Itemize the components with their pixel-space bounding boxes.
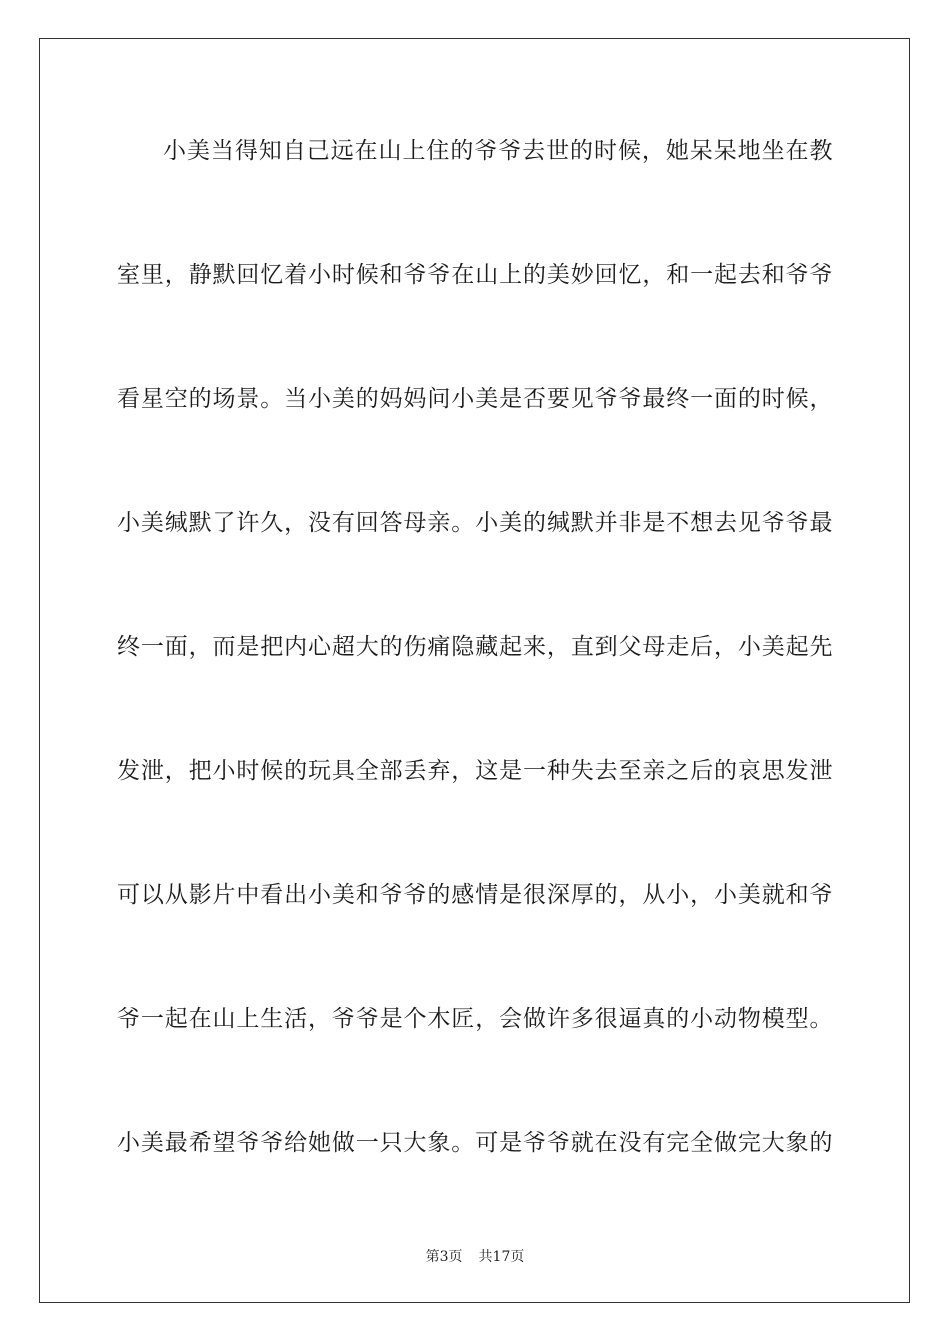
page-total: 共17页 bbox=[478, 1249, 525, 1265]
paragraph-line: 小美当得知自己远在山上住的爷爷去世的时候，她呆呆地坐在教 bbox=[163, 138, 833, 164]
paragraph-line: 可以从影片中看出小美和爷爷的感情是很深厚的，从小，小美就和爷 bbox=[117, 882, 833, 908]
paragraph-line: 发泄，把小时候的玩具全部丢弃，这是一种失去至亲之后的哀思发泄 bbox=[117, 758, 833, 784]
paragraph-line: 小美最希望爷爷给她做一只大象。可是爷爷就在没有完全做完大象的 bbox=[117, 1130, 833, 1156]
paragraph-line: 小美缄默了许久，没有回答母亲。小美的缄默并非是不想去见爷爷最 bbox=[117, 510, 833, 536]
paragraph-line: 爷一起在山上生活，爷爷是个木匠，会做许多很逼真的小动物模型。 bbox=[117, 1006, 833, 1032]
page-number: 第3页 bbox=[425, 1249, 463, 1265]
paragraph-line: 看星空的场景。当小美的妈妈问小美是否要见爷爷最终一面的时候， bbox=[117, 386, 833, 412]
paragraph-line: 室里，静默回忆着小时候和爷爷在山上的美妙回忆，和一起去和爷爷 bbox=[117, 262, 833, 288]
page-border bbox=[39, 38, 910, 1303]
paragraph-line: 终一面，而是把内心超大的伤痛隐藏起来，直到父母走后，小美起先 bbox=[117, 634, 833, 660]
page-footer bbox=[0, 1248, 950, 1266]
